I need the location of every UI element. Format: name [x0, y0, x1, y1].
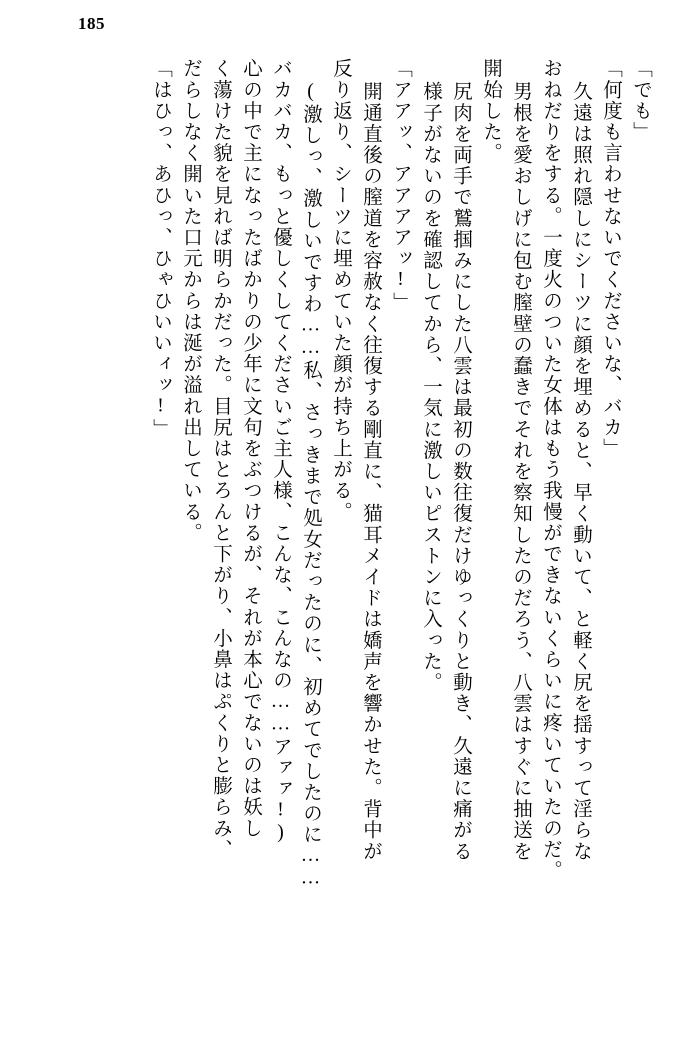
- text-line: おねだりをする。一度火のついた女体はもう我慢ができないくらいに疼いていたのだ。: [540, 58, 561, 881]
- text-line: 開始した。: [480, 58, 501, 164]
- text-line: 「何度も言わせないでくださいな、バカ」: [600, 58, 621, 459]
- text-line: 反り返り、シーツに埋めていた顔が持ち上がる。: [330, 58, 351, 523]
- text-line: 様子がないのを確認してから、一気に激しいピストンに入った。: [420, 81, 441, 693]
- vertical-text-body: [40, 58, 650, 1026]
- text-line: 開通直後の膣道を容赦なく往復する剛直に、猫耳メイドは嬌声を響かせた。背中が: [360, 81, 381, 862]
- page-number: 185: [78, 14, 105, 33]
- text-line: (激しっ、激しいですわ……私、さっきまで処女だったのに、初めてでしたのに……: [300, 81, 321, 891]
- text-line: 心の中で主になったばかりの少年に文句をぶつけるが、それが本心でないのは妖し: [240, 58, 261, 839]
- text-line: 「はひっ、あひっ、ひゃひいいィッ!」: [150, 58, 171, 440]
- text-line: 男根を愛おしげに包む膣壁の蠢きでそれを察知したのだろう、八雲はすぐに抽送を: [510, 81, 531, 862]
- text-line: く蕩けた貌を見れば明らかだった。目尻はとろんと下がり、小鼻はぷくりと膨らみ、: [210, 58, 231, 860]
- text-line: だらしなく開いた口元からは涎が溢れ出している。: [180, 58, 201, 544]
- text-line: 尻肉を両手で鷲掴みにした八雲は最初の数往復だけゆっくりと動き、久遠に痛がる: [450, 81, 471, 862]
- text-line: 「アアッ、アアアアッ!」: [390, 58, 411, 313]
- text-line: バカバカ、もっと優しくしてくださいご主人様、こんな、こんなの……アァァ!): [270, 58, 291, 845]
- text-line: 久遠は照れ隠しにシーツに顔を埋めると、早く動いて、と軽く尻を揺すって淫らな: [570, 81, 591, 862]
- text-line: 「でも」: [630, 58, 651, 143]
